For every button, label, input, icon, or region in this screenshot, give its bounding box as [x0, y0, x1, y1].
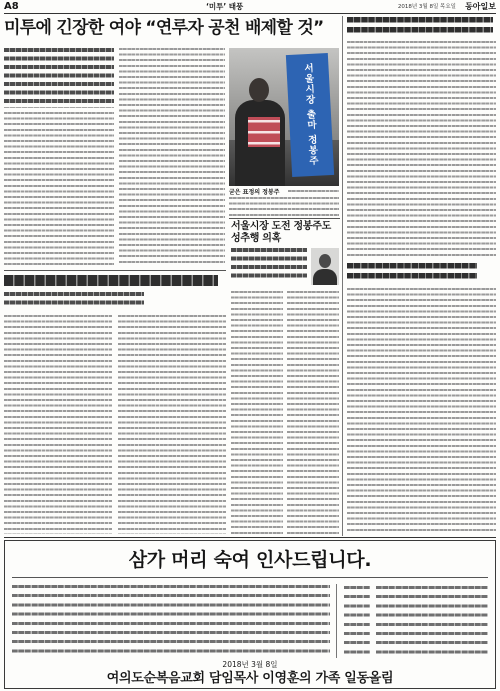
ad-top-rule [4, 537, 496, 538]
paper-name: 동아일보 [465, 1, 496, 11]
side-body-1 [347, 41, 496, 256]
header-rule [4, 13, 496, 14]
photo-placard [243, 114, 285, 150]
second-article-rule [229, 218, 340, 219]
second-headline: 서울시장 도전 정봉주도 성추행 의혹 [231, 221, 331, 244]
second-body-column-2 [287, 291, 339, 534]
third-article-rule [4, 270, 226, 271]
headshot-shoulders [313, 269, 337, 285]
page-number: A8 [4, 1, 19, 12]
ad-headline-rule [12, 577, 488, 578]
dateline: 2018년 3월 8일 목요일 [397, 3, 456, 10]
headshot-head [319, 254, 331, 268]
third-subheads-illegible [4, 292, 144, 309]
headshot-photo [311, 248, 339, 285]
ad-family-names [376, 586, 488, 658]
side-body-2 [347, 288, 496, 534]
side-headline-illegible [347, 17, 493, 33]
photo-person-head [249, 78, 269, 102]
photo-banner-text: 서울시장 출마 정봉주 [301, 63, 319, 167]
photo-caption-body [229, 197, 339, 216]
lead-photo [229, 48, 339, 186]
ad-family-labels [344, 586, 370, 658]
photo-caption-lead: 굳은 표정의 정봉주 [229, 189, 280, 196]
section-label: ‘미투’ 태풍 [206, 2, 244, 11]
lead-headline: 미투에 긴장한 여야 “연루자 공천 배제할 것” [4, 18, 324, 38]
ad-date: 2018년 3월 8일 [222, 660, 278, 669]
ad-body-text [12, 585, 330, 658]
photo-caption-first-line [288, 190, 339, 193]
column-rule [342, 16, 343, 536]
second-body-column-1 [231, 291, 283, 534]
ad-headline: 삼가 머리 숙여 인사드립니다. [128, 549, 372, 571]
second-subheads-illegible [231, 248, 307, 282]
side-headline-2-illegible [347, 263, 477, 279]
lead-subheads-illegible [4, 48, 114, 108]
third-headline-illegible [4, 275, 218, 286]
lead-body-column-1 [4, 112, 114, 266]
lead-body-column-2 [119, 48, 225, 266]
ad-divider [336, 584, 337, 658]
third-body-column-1 [4, 315, 112, 534]
third-body-column-2 [118, 315, 226, 534]
ad-signature: 여의도순복음교회 담임목사 이영훈의 가족 일동올림 [106, 671, 394, 686]
photo-campaign-banner [286, 53, 334, 177]
